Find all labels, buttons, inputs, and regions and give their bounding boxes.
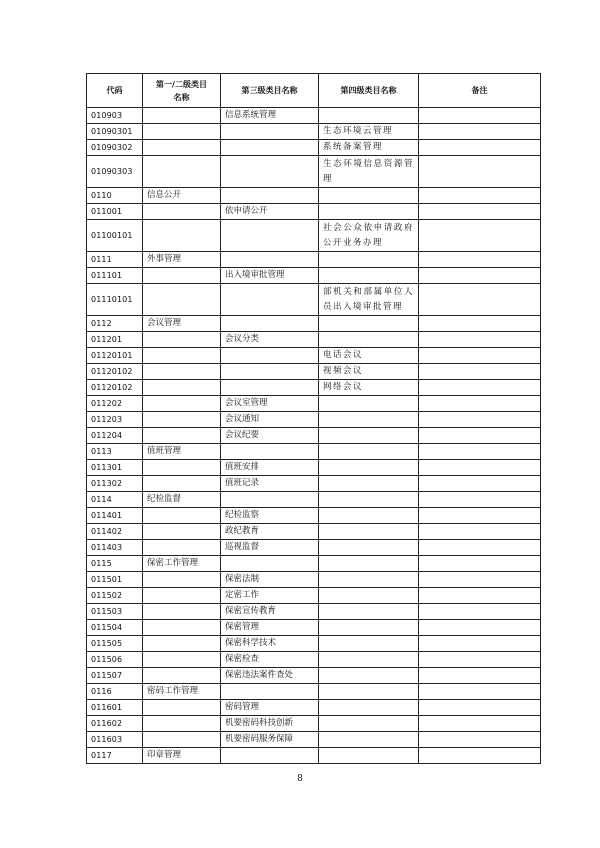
note-cell [419, 332, 541, 348]
level4-cell [319, 716, 419, 732]
table-row [87, 716, 541, 732]
level4-cell [319, 700, 419, 716]
header-level4-name: 第四级类目名称 [319, 74, 419, 108]
note-cell [419, 716, 541, 732]
level12-cell [143, 604, 221, 620]
table-row [87, 140, 541, 156]
code-cell: 011505 [87, 636, 143, 652]
table-header-row [87, 74, 541, 108]
level12-cell: 外事管理 [143, 252, 221, 268]
level12-cell [143, 156, 221, 188]
code-cell: 0110 [87, 188, 143, 204]
level4-cell [319, 492, 419, 508]
table-body [87, 108, 541, 764]
code-cell: 011601 [87, 700, 143, 716]
note-cell [419, 316, 541, 332]
code-cell: 011101 [87, 268, 143, 284]
level12-cell: 密码工作管理 [143, 684, 221, 700]
table-row [87, 700, 541, 716]
page-number: 8 [297, 774, 303, 784]
code-cell: 0117 [87, 748, 143, 764]
level4-cell [319, 188, 419, 204]
level4-cell: 部机关和部属单位人员出入境审批管理 [319, 284, 419, 316]
level3-cell: 保密法制 [221, 572, 319, 588]
level3-cell [221, 380, 319, 396]
note-cell [419, 156, 541, 188]
level4-cell [319, 396, 419, 412]
level12-cell [143, 108, 221, 124]
note-cell [419, 460, 541, 476]
note-cell [419, 412, 541, 428]
table-row [87, 252, 541, 268]
header-level12-name: 第一/二级类目 名称 [143, 74, 221, 108]
table-row [87, 108, 541, 124]
code-cell: 0115 [87, 556, 143, 572]
level12-cell [143, 476, 221, 492]
level12-cell [143, 268, 221, 284]
code-cell: 011202 [87, 396, 143, 412]
level12-cell [143, 636, 221, 652]
level4-cell [319, 668, 419, 684]
code-cell: 01120101 [87, 348, 143, 364]
table-row [87, 572, 541, 588]
note-cell [419, 428, 541, 444]
level3-cell: 保密科学技术 [221, 636, 319, 652]
level4-cell [319, 268, 419, 284]
code-cell: 011501 [87, 572, 143, 588]
table-row [87, 316, 541, 332]
level3-cell [221, 284, 319, 316]
note-cell [419, 700, 541, 716]
level4-cell [319, 588, 419, 604]
level3-cell [221, 156, 319, 188]
level12-cell [143, 652, 221, 668]
level4-cell: 生态环境信息资源管理 [319, 156, 419, 188]
level4-cell [319, 460, 419, 476]
level3-cell: 保密违法案件查处 [221, 668, 319, 684]
level4-cell: 社会公众依申请政府公开业务办理 [319, 220, 419, 252]
level3-cell [221, 188, 319, 204]
note-cell [419, 364, 541, 380]
table-row [87, 604, 541, 620]
level4-cell: 视频会议 [319, 364, 419, 380]
code-cell: 01120102 [87, 364, 143, 380]
level12-cell: 保密工作管理 [143, 556, 221, 572]
code-cell: 01090301 [87, 124, 143, 140]
code-cell: 01090303 [87, 156, 143, 188]
table-row [87, 380, 541, 396]
note-cell [419, 556, 541, 572]
table-row [87, 588, 541, 604]
level4-cell [319, 604, 419, 620]
note-cell [419, 748, 541, 764]
level3-cell: 定密工作 [221, 588, 319, 604]
code-cell: 011001 [87, 204, 143, 220]
level12-cell: 会议管理 [143, 316, 221, 332]
header-code: 代码 [87, 74, 143, 108]
level3-cell: 机要密码服务保障 [221, 732, 319, 748]
code-cell: 011504 [87, 620, 143, 636]
level4-cell [319, 332, 419, 348]
note-cell [419, 588, 541, 604]
code-cell: 011402 [87, 524, 143, 540]
code-cell: 0113 [87, 444, 143, 460]
table-row [87, 268, 541, 284]
level12-cell [143, 460, 221, 476]
table-row [87, 444, 541, 460]
level12-cell [143, 620, 221, 636]
level3-cell [221, 252, 319, 268]
level4-cell [319, 476, 419, 492]
table-row [87, 412, 541, 428]
table-row [87, 428, 541, 444]
level4-cell [319, 572, 419, 588]
note-cell [419, 268, 541, 284]
level3-cell: 依申请公开 [221, 204, 319, 220]
table-row [87, 124, 541, 140]
level12-cell [143, 412, 221, 428]
level12-cell [143, 668, 221, 684]
note-cell [419, 140, 541, 156]
code-cell: 0111 [87, 252, 143, 268]
note-cell [419, 732, 541, 748]
code-cell: 01120102 [87, 380, 143, 396]
note-cell [419, 508, 541, 524]
note-cell [419, 684, 541, 700]
level12-cell [143, 332, 221, 348]
level4-cell [319, 524, 419, 540]
level3-cell: 值班记录 [221, 476, 319, 492]
table-row [87, 220, 541, 252]
level3-cell [221, 556, 319, 572]
level3-cell [221, 364, 319, 380]
note-cell [419, 204, 541, 220]
note-cell [419, 284, 541, 316]
level4-cell [319, 636, 419, 652]
note-cell [419, 444, 541, 460]
category-table [86, 73, 541, 764]
table-row [87, 156, 541, 188]
level3-cell: 保密检查 [221, 652, 319, 668]
code-cell: 011403 [87, 540, 143, 556]
note-cell [419, 668, 541, 684]
note-cell [419, 540, 541, 556]
level3-cell: 会议纪要 [221, 428, 319, 444]
level4-cell [319, 652, 419, 668]
note-cell [419, 108, 541, 124]
level3-cell [221, 444, 319, 460]
level4-cell [319, 540, 419, 556]
table-row [87, 636, 541, 652]
table-row [87, 620, 541, 636]
table-row [87, 748, 541, 764]
level12-cell [143, 364, 221, 380]
level4-cell [319, 252, 419, 268]
level3-cell [221, 124, 319, 140]
level12-cell: 值班管理 [143, 444, 221, 460]
table-row [87, 188, 541, 204]
level3-cell: 保密宣传教育 [221, 604, 319, 620]
code-cell: 011302 [87, 476, 143, 492]
level3-cell [221, 220, 319, 252]
level12-cell [143, 204, 221, 220]
level3-cell [221, 492, 319, 508]
level12-cell [143, 348, 221, 364]
level3-cell: 信息系统管理 [221, 108, 319, 124]
level3-cell: 会议通知 [221, 412, 319, 428]
code-cell: 0116 [87, 684, 143, 700]
table-row [87, 684, 541, 700]
level3-cell: 巡视监督 [221, 540, 319, 556]
code-cell: 01100101 [87, 220, 143, 252]
level4-cell [319, 620, 419, 636]
note-cell [419, 476, 541, 492]
level4-cell: 生态环境云管理 [319, 124, 419, 140]
level3-cell [221, 348, 319, 364]
level3-cell: 会议室管理 [221, 396, 319, 412]
level12-cell [143, 428, 221, 444]
level4-cell [319, 428, 419, 444]
level3-cell [221, 684, 319, 700]
level4-cell [319, 444, 419, 460]
note-cell [419, 524, 541, 540]
level4-cell [319, 412, 419, 428]
note-cell [419, 620, 541, 636]
level4-cell [319, 204, 419, 220]
note-cell [419, 124, 541, 140]
level3-cell [221, 316, 319, 332]
level12-cell [143, 220, 221, 252]
header-note: 备注 [419, 74, 541, 108]
note-cell [419, 636, 541, 652]
note-cell [419, 220, 541, 252]
note-cell [419, 652, 541, 668]
level12-cell [143, 700, 221, 716]
table-row [87, 476, 541, 492]
code-cell: 010903 [87, 108, 143, 124]
note-cell [419, 188, 541, 204]
code-cell: 011201 [87, 332, 143, 348]
code-cell: 011602 [87, 716, 143, 732]
table-row [87, 652, 541, 668]
level12-cell [143, 572, 221, 588]
table-row [87, 556, 541, 572]
level3-cell: 政纪教育 [221, 524, 319, 540]
level12-cell [143, 396, 221, 412]
note-cell [419, 348, 541, 364]
level3-cell: 会议分类 [221, 332, 319, 348]
table-row [87, 460, 541, 476]
level12-cell [143, 380, 221, 396]
header-level3-name: 第三级类目名称 [221, 74, 319, 108]
level4-cell [319, 732, 419, 748]
table-row [87, 508, 541, 524]
level12-cell [143, 588, 221, 604]
level3-cell: 保密管理 [221, 620, 319, 636]
level3-cell: 密码管理 [221, 700, 319, 716]
level4-cell [319, 508, 419, 524]
level3-cell: 值班安排 [221, 460, 319, 476]
code-cell: 011401 [87, 508, 143, 524]
level12-cell: 印章管理 [143, 748, 221, 764]
note-cell [419, 252, 541, 268]
level3-cell: 纪检监察 [221, 508, 319, 524]
code-cell: 01110101 [87, 284, 143, 316]
code-cell: 011204 [87, 428, 143, 444]
table-row [87, 204, 541, 220]
level3-cell: 机要密码科技创新 [221, 716, 319, 732]
level12-cell [143, 284, 221, 316]
note-cell [419, 604, 541, 620]
note-cell [419, 396, 541, 412]
table-row [87, 332, 541, 348]
code-cell: 011503 [87, 604, 143, 620]
level4-cell: 网络会议 [319, 380, 419, 396]
level12-cell [143, 540, 221, 556]
table-row [87, 668, 541, 684]
code-cell: 0112 [87, 316, 143, 332]
level4-cell [319, 684, 419, 700]
code-cell: 01090302 [87, 140, 143, 156]
table-row [87, 524, 541, 540]
level12-cell [143, 140, 221, 156]
table-row [87, 396, 541, 412]
code-cell: 011502 [87, 588, 143, 604]
level12-cell [143, 508, 221, 524]
note-cell [419, 380, 541, 396]
table-row [87, 732, 541, 748]
level12-cell [143, 732, 221, 748]
table-row [87, 364, 541, 380]
level4-cell [319, 316, 419, 332]
level12-cell [143, 716, 221, 732]
level4-cell: 系统备案管理 [319, 140, 419, 156]
level3-cell: 出入境审批管理 [221, 268, 319, 284]
code-cell: 011507 [87, 668, 143, 684]
level12-cell [143, 524, 221, 540]
level3-cell [221, 748, 319, 764]
level12-cell: 信息公开 [143, 188, 221, 204]
code-cell: 011301 [87, 460, 143, 476]
level3-cell [221, 140, 319, 156]
level12-cell: 纪检监督 [143, 492, 221, 508]
code-cell: 011203 [87, 412, 143, 428]
level4-cell [319, 556, 419, 572]
level4-cell: 电话会议 [319, 348, 419, 364]
level12-cell [143, 124, 221, 140]
table-row [87, 284, 541, 316]
code-cell: 0114 [87, 492, 143, 508]
note-cell [419, 492, 541, 508]
table-row [87, 348, 541, 364]
note-cell [419, 572, 541, 588]
table-row [87, 492, 541, 508]
code-cell: 011603 [87, 732, 143, 748]
level4-cell [319, 108, 419, 124]
code-cell: 011506 [87, 652, 143, 668]
table-row [87, 540, 541, 556]
level4-cell [319, 748, 419, 764]
